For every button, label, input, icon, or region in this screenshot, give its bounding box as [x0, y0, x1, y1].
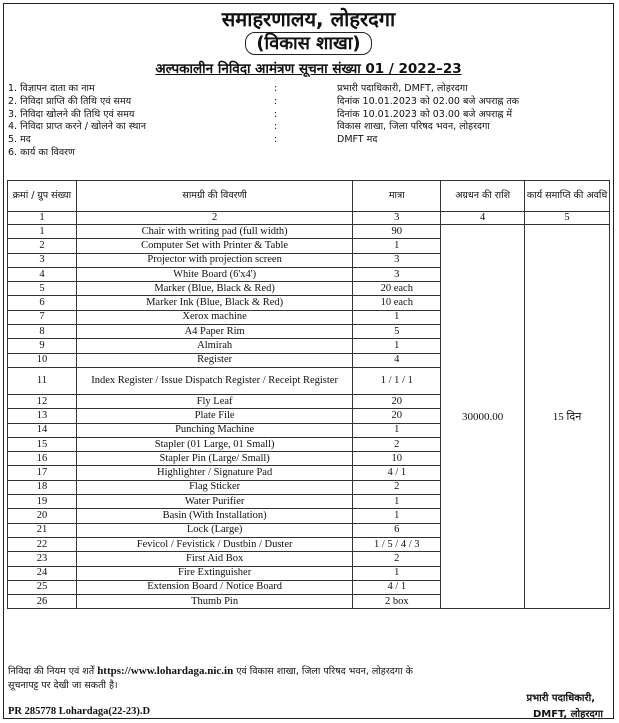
- item-number: 26: [8, 595, 77, 609]
- item-quantity: 1: [353, 423, 441, 437]
- item-quantity: 2: [353, 552, 441, 566]
- branch-title: (विकास शाखा): [245, 32, 371, 55]
- office-title: समाहरणालय, लोहरदगा: [221, 7, 396, 31]
- item-number: 20: [8, 509, 77, 523]
- item-number: 14: [8, 423, 77, 437]
- info-colon: :: [274, 83, 278, 94]
- item-description: Fire Extinguisher: [76, 566, 352, 580]
- item-quantity: 10 each: [353, 296, 441, 310]
- item-description: Index Register / Issue Dispatch Register / Receipt Register: [76, 367, 352, 394]
- item-number: 8: [8, 325, 77, 339]
- item-quantity: 20: [353, 394, 441, 408]
- item-quantity: 4: [353, 353, 441, 367]
- item-number: 19: [8, 495, 77, 509]
- item-number: 3: [8, 253, 77, 267]
- item-description: A4 Paper Rim: [76, 325, 352, 339]
- item-number: 1: [8, 225, 77, 239]
- item-number: 18: [8, 480, 77, 494]
- item-description: Projector with projection screen: [76, 253, 352, 267]
- item-quantity: 1: [353, 509, 441, 523]
- item-quantity: 2: [353, 480, 441, 494]
- info-row: [4, 121, 613, 134]
- item-quantity: 1: [353, 239, 441, 253]
- info-label: 1. विज्ञापन दाता का नाम: [8, 83, 95, 94]
- item-number: 17: [8, 466, 77, 480]
- item-number: 13: [8, 409, 77, 423]
- col-number: 2: [76, 212, 352, 225]
- item-quantity: 20 each: [353, 282, 441, 296]
- item-description: Flag Sticker: [76, 480, 352, 494]
- item-description: Fly Leaf: [76, 394, 352, 408]
- item-quantity: 1: [353, 566, 441, 580]
- item-description: Computer Set with Printer & Table: [76, 239, 352, 253]
- item-description: White Board (6'x4'): [76, 267, 352, 281]
- item-description: Stapler Pin (Large/ Small): [76, 452, 352, 466]
- item-description: Plate File: [76, 409, 352, 423]
- item-quantity: 4 / 1: [353, 580, 441, 594]
- item-number: 11: [8, 367, 77, 394]
- item-description: Marker (Blue, Black & Red): [76, 282, 352, 296]
- item-quantity: 4 / 1: [353, 466, 441, 480]
- item-number: 5: [8, 282, 77, 296]
- item-description: First Aid Box: [76, 552, 352, 566]
- item-quantity: 1: [353, 310, 441, 324]
- item-number: 21: [8, 523, 77, 537]
- header-earnest: अग्रधन की राशि: [441, 181, 525, 212]
- info-colon: :: [274, 134, 278, 146]
- header-period: कार्य समाप्ति की अवधि: [525, 181, 610, 212]
- tender-notice: [3, 3, 614, 719]
- table-row: [8, 225, 610, 239]
- item-description: Stapler (01 Large, 01 Small): [76, 437, 352, 451]
- info-row: [4, 83, 613, 96]
- item-quantity: 10: [353, 452, 441, 466]
- info-colon: :: [274, 108, 278, 120]
- item-number: 9: [8, 339, 77, 353]
- item-description: Water Purifier: [76, 495, 352, 509]
- info-row: [4, 147, 613, 160]
- footer-note: निविदा की नियम एवं शर्तें https://www.lohardaga.nic.in एवं विकास शाखा, जिला परिषद भवन, लोहरदगा के सूचनापट्ट पर देखी जा सकती है।: [8, 665, 413, 691]
- items-table: [7, 180, 610, 609]
- header-qty: मात्रा: [353, 181, 441, 212]
- item-number: 25: [8, 580, 77, 594]
- item-quantity: 1 / 1 / 1: [353, 367, 441, 394]
- item-number: 22: [8, 537, 77, 551]
- info-label: 3. निविदा खोलने की तिथि एवं समय: [8, 108, 135, 120]
- item-description: Fevicol / Fevistick / Dustbin / Duster: [76, 537, 352, 551]
- notice-info: [4, 83, 613, 160]
- signatory-title: प्रभारी पदाधिकारी,: [526, 693, 595, 704]
- item-quantity: 90: [353, 225, 441, 239]
- info-value: विकास शाखा, जिला परिषद भवन, लोहरदगा: [337, 121, 490, 133]
- item-description: Extension Board / Notice Board: [76, 580, 352, 594]
- item-number: 15: [8, 437, 77, 451]
- completion-period: 15 दिन: [525, 225, 610, 609]
- item-description: Basin (With Installation): [76, 509, 352, 523]
- signatory-org: DMFT, लोहरदगा: [532, 709, 603, 720]
- item-quantity: 1: [353, 495, 441, 509]
- item-number: 7: [8, 310, 77, 324]
- item-quantity: 3: [353, 267, 441, 281]
- info-row: [4, 109, 613, 122]
- notice-title: अल्पकालीन निविदा आमंत्रण सूचना संख्या 01 / 2022–23: [155, 61, 462, 77]
- item-quantity: 2: [353, 437, 441, 451]
- info-value: दिनांक 10.01.2023 को 03.00 बजे अपराह्न में: [337, 108, 513, 120]
- item-number: 23: [8, 552, 77, 566]
- item-number: 16: [8, 452, 77, 466]
- website-link[interactable]: https://www.lohardaga.nic.in: [97, 665, 234, 677]
- info-value: दिनांक 10.01.2023 को 02.00 बजे अपराह्न तक: [337, 95, 520, 107]
- item-description: Marker Ink (Blue, Black & Red): [76, 296, 352, 310]
- col-number: 4: [441, 212, 525, 225]
- item-description: Highlighter / Signature Pad: [76, 466, 352, 480]
- item-quantity: 1 / 5 / 4 / 3: [353, 537, 441, 551]
- item-description: Almirah: [76, 339, 352, 353]
- col-number: 5: [525, 212, 610, 225]
- item-quantity: 3: [353, 253, 441, 267]
- item-quantity: 6: [353, 523, 441, 537]
- item-description: Lock (Large): [76, 523, 352, 537]
- item-number: 2: [8, 239, 77, 253]
- col-number: 1: [8, 212, 77, 225]
- item-number: 12: [8, 394, 77, 408]
- item-description: Register: [76, 353, 352, 367]
- item-description: Punching Machine: [76, 423, 352, 437]
- info-value: DMFT मद: [337, 134, 378, 146]
- item-quantity: 5: [353, 325, 441, 339]
- item-quantity: 1: [353, 339, 441, 353]
- info-label: 5. मद: [8, 134, 31, 146]
- item-number: 6: [8, 296, 77, 310]
- info-colon: :: [274, 121, 278, 133]
- earnest-money: 30000.00: [441, 225, 525, 609]
- item-quantity: 2 box: [353, 595, 441, 609]
- item-number: 24: [8, 566, 77, 580]
- item-number: 4: [8, 267, 77, 281]
- info-label: 4. निविदा प्राप्त करने / खोलने का स्थान: [8, 121, 147, 133]
- col-number: 3: [353, 212, 441, 225]
- item-description: Xerox machine: [76, 310, 352, 324]
- info-label: 6. कार्य का विवरण: [8, 146, 75, 158]
- pr-number: PR 285778 Lohardaga(22-23).D: [8, 706, 151, 717]
- item-description: Chair with writing pad (full width): [76, 225, 352, 239]
- info-label: 2. निविदा प्राप्ति की तिथि एवं समय: [8, 95, 132, 107]
- item-number: 10: [8, 353, 77, 367]
- info-row: [4, 96, 613, 109]
- info-colon: :: [274, 95, 278, 107]
- item-quantity: 20: [353, 409, 441, 423]
- header-item: सामग्री की विवरणी: [76, 181, 352, 212]
- info-row: [4, 134, 613, 147]
- info-value: प्रभारी पदाधिकारी, DMFT, लोहरदगा: [337, 83, 468, 94]
- header-serial: क्रमां / ग्रुप संख्या: [8, 181, 77, 212]
- item-description: Thumb Pin: [76, 595, 352, 609]
